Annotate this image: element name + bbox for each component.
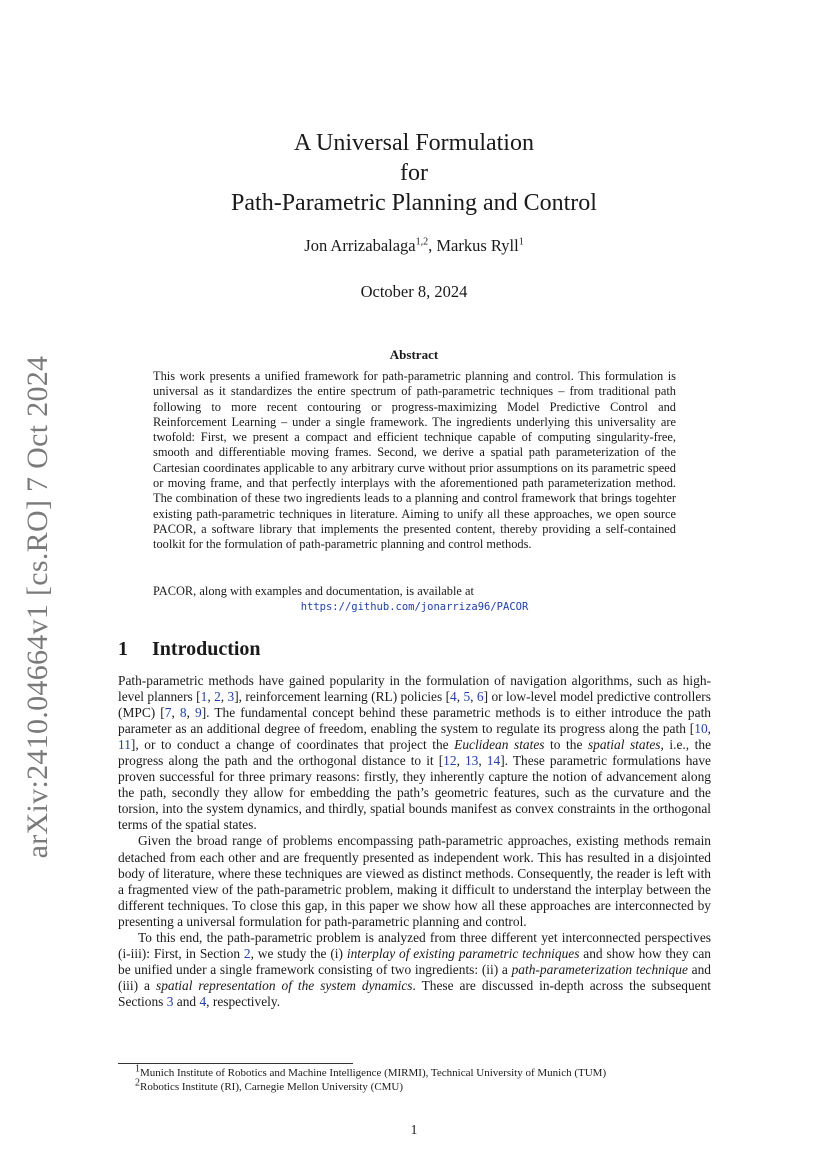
author-separator: , [428,236,437,255]
abstract-heading: Abstract [389,347,439,362]
footnote [135,1063,715,1080]
arxiv-identifier: arXiv:2410.04664v1 [cs.RO] 7 Oct 2024 [21,355,54,859]
paragraph: Path-parametric methods have gained popularity in the formulation of navigation algorithms, such as high-level planners [1, 2, 3], reinforcement learning (RL) policies [4, 5, 6] or low-level model predictive controllers (MPC) [7, 8, 9]. The fundamental concept behind these parametric methods is to either introduce the path parameter as an additional degree of freedom, enabling the system to regulate its progress along the path [10, 11], or to conduct a change of coordinates that project the Euclidean states to the spatial states, i.e., the progress along the path and the orthogonal distance to it [12, 13, 14]. These parametric formulations have proven successful for three primary reasons: firstly, they inherently capture the notion of advancement along the path, secondly they allow for embedding the path’s geometric features, such as the curvature and the torsion, into the system dynamics, and thirdly, spatial bounds manifest as convex constraints in the orthogonal terms of the spatial states. [118,673,712,833]
availability-note [153,584,676,615]
emphasis: Euclidean states [454,737,545,753]
citation-link[interactable]: 2 [214,689,221,705]
citation-link[interactable]: 9 [195,705,202,721]
title-line-1: A Universal Formulation [294,130,534,156]
text-run: Path-parametric methods have gained popularity in the formulation of navigation algorithms, such as high-level planners [ [118,673,711,705]
section-ref-link[interactable]: 3 [166,993,174,1009]
footnote [135,1077,715,1094]
author-list [0,236,828,256]
citation-link[interactable]: 3 [227,689,235,705]
section-ref-link[interactable]: 2 [243,945,251,961]
section-ref-link[interactable]: 4 [199,993,207,1009]
emphasis: spatial states [587,737,661,753]
text-run: ], or to conduct a change of coordinates that project the [130,737,455,753]
availability-text: PACOR, along with examples and documentation, is available at [153,584,474,598]
citation-link[interactable]: 12 [443,753,457,769]
section-number: 1 [118,638,128,660]
text-run: ] or low-level model predictive controllers (MPC) [ [118,689,711,721]
footnotes [135,1063,715,1094]
citation-link[interactable]: 5 [463,689,471,705]
title-line-2: for [400,160,428,186]
citation-link[interactable]: 13 [464,753,479,769]
footnote-divider [118,1063,353,1064]
citation-link[interactable]: 10 [694,721,708,737]
paper-title [0,128,828,218]
affiliation-mark: 1 [518,236,524,248]
citation-link[interactable]: 4 [450,689,457,705]
publication-date: October 8, 2024 [360,282,468,301]
emphasis: path-parameterization technique [511,961,688,977]
text-run: and (iii) a [118,961,711,993]
author-name: Markus Ryll [436,236,519,255]
text-run: to the [544,737,588,753]
paragraph: Given the broad range of problems encompassing path-parametric approaches, existing methods remain detached from each other and are frequently presented as independent work. This has resulted in a disjointed body of literature, where these techniques are viewed as distinct methods. Consequently, the reader is left with a fragmented view of the path-parametric problem, making it difficult to understand the interplay between the different techniques. To close this gap, in this paper we show how all these approaches are interconnected by presenting a universal formulation for path-parametric planning and control. [118,833,711,929]
footnote-mark: 1 [135,1063,140,1075]
citation-link[interactable]: 7 [164,705,172,721]
emphasis: interplay of existing parametric techniques [346,945,580,961]
text-run: , respectively. [206,993,281,1009]
emphasis: spatial representation of the system dynamics [155,977,413,993]
footnote-text: Robotics Institute (RI), Carnegie Mellon University (CMU) [140,1081,404,1093]
citation-link[interactable]: 1 [200,689,208,705]
affiliation-mark: 1,2 [415,236,429,248]
citation-link[interactable]: 8 [179,705,187,721]
text-run: . These are discussed in-depth across the subsequent Sections [118,977,712,1009]
section-heading [118,638,261,661]
repository-link[interactable]: https://github.com/jonarriza96/PACOR [300,600,529,613]
paragraph [118,930,711,1010]
section-body [118,673,711,1010]
text-run: and [173,993,200,1009]
text-run: , we study the (i) [250,945,347,961]
abstract-text: This work presents a unified framework for path-parametric planning and control. This formulation is universal as it standardizes the entire spectrum of path-parametric techniques – from traditional path following to more recent contouring or progress-maximizing Model Predictive Control and Reinforcement Learning – under a single framework. The ingredients underlying this universality are twofold: First, we present a compact and efficient technique capable of computing singularity-free, smooth and differentiable moving frames. Second, we derive a spatial path parameterization of the Cartesian coordinates applicable to any arbitrary curve without prior assumptions on its parametric speed or moving frame, and that perfectly interplays with the aforementioned path parameterization method. The combination of these two ingredients leads to a planning and control framework that brings togehter existing path-parametric techniques in literature. Aiming to unify all these approaches, we open source PACOR, a software library that implements the presented content, thereby providing a self-contained toolkit for the formulation of path-parametric planning and control methods. [153,369,676,552]
text-run: To this end, the path-parametric problem is analyzed from three different yet interconnected perspectives (i-iii): First, in Section [118,929,711,961]
citation-link[interactable]: 14 [486,753,501,769]
text-run: ], reinforcement learning (RL) policies [ [234,689,451,705]
title-line-3: Path-Parametric Planning and Control [231,190,597,216]
section-title: Introduction [152,638,261,660]
author-name: Jon Arrizabalaga [304,236,416,255]
text-run: , i.e., the progress along the path and the orthogonal distance to it [ [118,737,712,769]
page-number: 1 [410,1122,418,1137]
arxiv-sidebar [18,355,58,859]
citation-link[interactable]: 11 [118,737,131,753]
footnote-text: Munich Institute of Robotics and Machine Intelligence (MIRMI), Technical University of Munich (TUM) [140,1067,607,1079]
text-run: ]. The fundamental concept behind these parametric methods is to either introduce the path parameter as an additional degree of freedom, enabling the system to regulate its progress along the path [ [118,705,711,737]
footnote-mark: 2 [135,1077,140,1089]
text-run: and show how they can be unified under a single framework consisting of two ingredients: (ii) a [118,945,712,977]
citation-link[interactable]: 6 [476,689,484,705]
text-run: ]. These parametric formulations have proven successful for three primary reasons: firstly, they inherently capture the notion of advancement along the path, secondly they allow for embedding the path’s geometric features, such as the curvature and the torsion, into the system dynamics, and thirdly, spatial bounds manifest as convex constraints in the orthogonal terms of the spatial states. [118,753,711,833]
